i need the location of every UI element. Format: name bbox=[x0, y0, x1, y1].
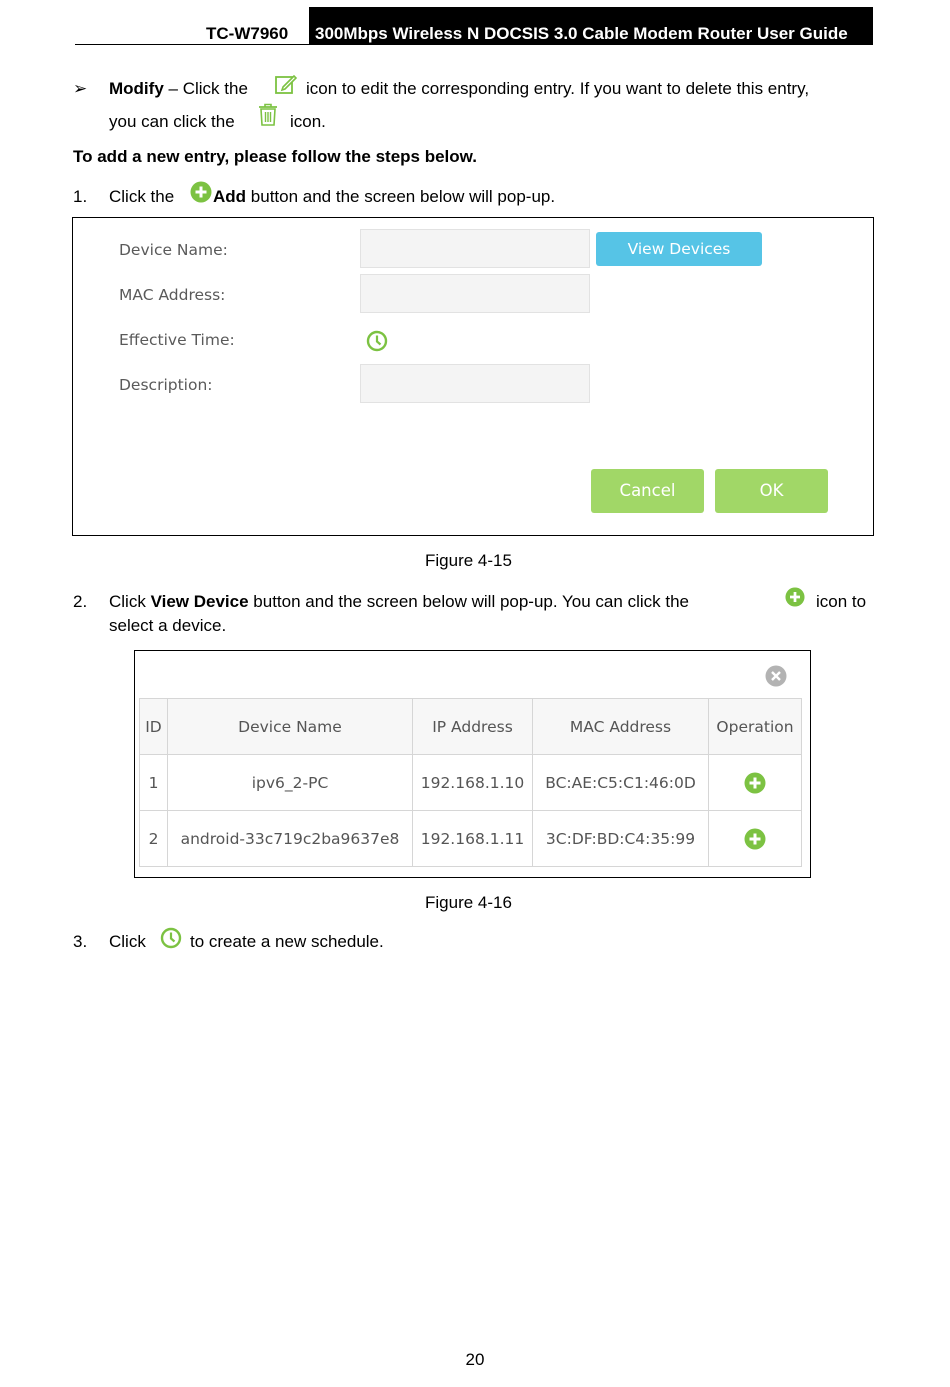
row-device-name: android-33c719c2ba9637e8 bbox=[168, 811, 413, 867]
add-device-icon[interactable] bbox=[744, 772, 766, 794]
step-1-text-a: Click the bbox=[109, 187, 175, 206]
step-1-text-b bbox=[213, 187, 555, 207]
document-model: TC-W7960 bbox=[206, 24, 289, 43]
step-2-text-c: icon to bbox=[816, 592, 867, 611]
device-name-input[interactable] bbox=[360, 229, 590, 268]
figure-4-15-caption: Figure 4-15 bbox=[425, 551, 512, 570]
modify-dash: – bbox=[168, 79, 178, 98]
row-mac-address: BC:AE:C5:C1:46:0D bbox=[533, 755, 709, 811]
step-3-text-b: to create a new schedule. bbox=[190, 932, 384, 951]
description-label: Description: bbox=[119, 376, 213, 394]
row-id: 2 bbox=[140, 811, 168, 867]
add-device-icon[interactable] bbox=[744, 828, 766, 850]
device-list-dialog bbox=[134, 650, 811, 878]
column-ip-address: IP Address bbox=[413, 699, 533, 755]
row-id: 1 bbox=[140, 755, 168, 811]
figure-4-16-caption: Figure 4-16 bbox=[425, 893, 512, 912]
step-2-text-b: button and the screen below will pop-up. You can click the bbox=[253, 592, 689, 611]
add-entry-dialog bbox=[72, 217, 874, 536]
row-ip-address: 192.168.1.10 bbox=[413, 755, 533, 811]
bullet-arrow: ➢ bbox=[73, 79, 88, 98]
table-row bbox=[140, 811, 802, 867]
modify-text-b: icon to edit the corresponding entry. If you want to delete this entry, bbox=[306, 79, 810, 98]
step-2-number: 2. bbox=[73, 592, 88, 611]
add-icon bbox=[785, 587, 805, 607]
column-operation: Operation bbox=[709, 699, 802, 755]
table-row bbox=[140, 755, 802, 811]
modify-text-a: Click the bbox=[182, 79, 248, 98]
row-operation bbox=[709, 811, 802, 867]
page-number: 20 bbox=[465, 1350, 485, 1369]
edit-icon bbox=[274, 72, 298, 96]
device-name-label: Device Name: bbox=[119, 241, 228, 259]
description-input[interactable] bbox=[360, 364, 590, 403]
step-1-add: Add bbox=[213, 187, 247, 206]
steps-intro: To add a new entry, please follow the steps below. bbox=[73, 147, 477, 166]
row-mac-address: 3C:DF:BD:C4:35:99 bbox=[533, 811, 709, 867]
step-1-text-c: button and the screen below will pop-up. bbox=[250, 187, 556, 206]
clock-icon[interactable] bbox=[366, 330, 388, 352]
view-devices-button[interactable]: View Devices bbox=[596, 232, 762, 266]
step-2-line-2: select a device. bbox=[109, 616, 227, 635]
table-header-row bbox=[140, 699, 802, 755]
trash-icon bbox=[256, 102, 280, 128]
header-rule bbox=[75, 44, 873, 45]
modify-text-c: you can click the bbox=[109, 112, 235, 131]
device-table bbox=[139, 698, 802, 867]
column-mac-address: MAC Address bbox=[533, 699, 709, 755]
add-icon bbox=[190, 181, 212, 203]
column-id: ID bbox=[140, 699, 168, 755]
effective-time-label: Effective Time: bbox=[119, 331, 235, 349]
row-operation bbox=[709, 755, 802, 811]
step-3-text-a: Click bbox=[109, 932, 146, 951]
close-icon[interactable] bbox=[765, 665, 787, 687]
document-title: 300Mbps Wireless N DOCSIS 3.0 Cable Modem Router User Guide bbox=[309, 7, 873, 44]
row-ip-address: 192.168.1.11 bbox=[413, 811, 533, 867]
row-device-name: ipv6_2-PC bbox=[168, 755, 413, 811]
step-2-line-1 bbox=[109, 592, 689, 612]
column-device-name: Device Name bbox=[168, 699, 413, 755]
modify-term: Modify bbox=[109, 79, 164, 98]
mac-address-label: MAC Address: bbox=[119, 286, 226, 304]
clock-icon bbox=[160, 927, 182, 949]
step-1-number: 1. bbox=[73, 187, 88, 206]
cancel-button[interactable]: Cancel bbox=[591, 469, 704, 513]
step-2-view-device: View Device bbox=[150, 592, 249, 611]
modify-text-d: icon. bbox=[290, 112, 326, 131]
step-2-text-a: Click bbox=[109, 592, 146, 611]
step-3-number: 3. bbox=[73, 932, 88, 951]
mac-address-input[interactable] bbox=[360, 274, 590, 313]
modify-line-1 bbox=[109, 79, 248, 99]
ok-button[interactable]: OK bbox=[715, 469, 828, 513]
